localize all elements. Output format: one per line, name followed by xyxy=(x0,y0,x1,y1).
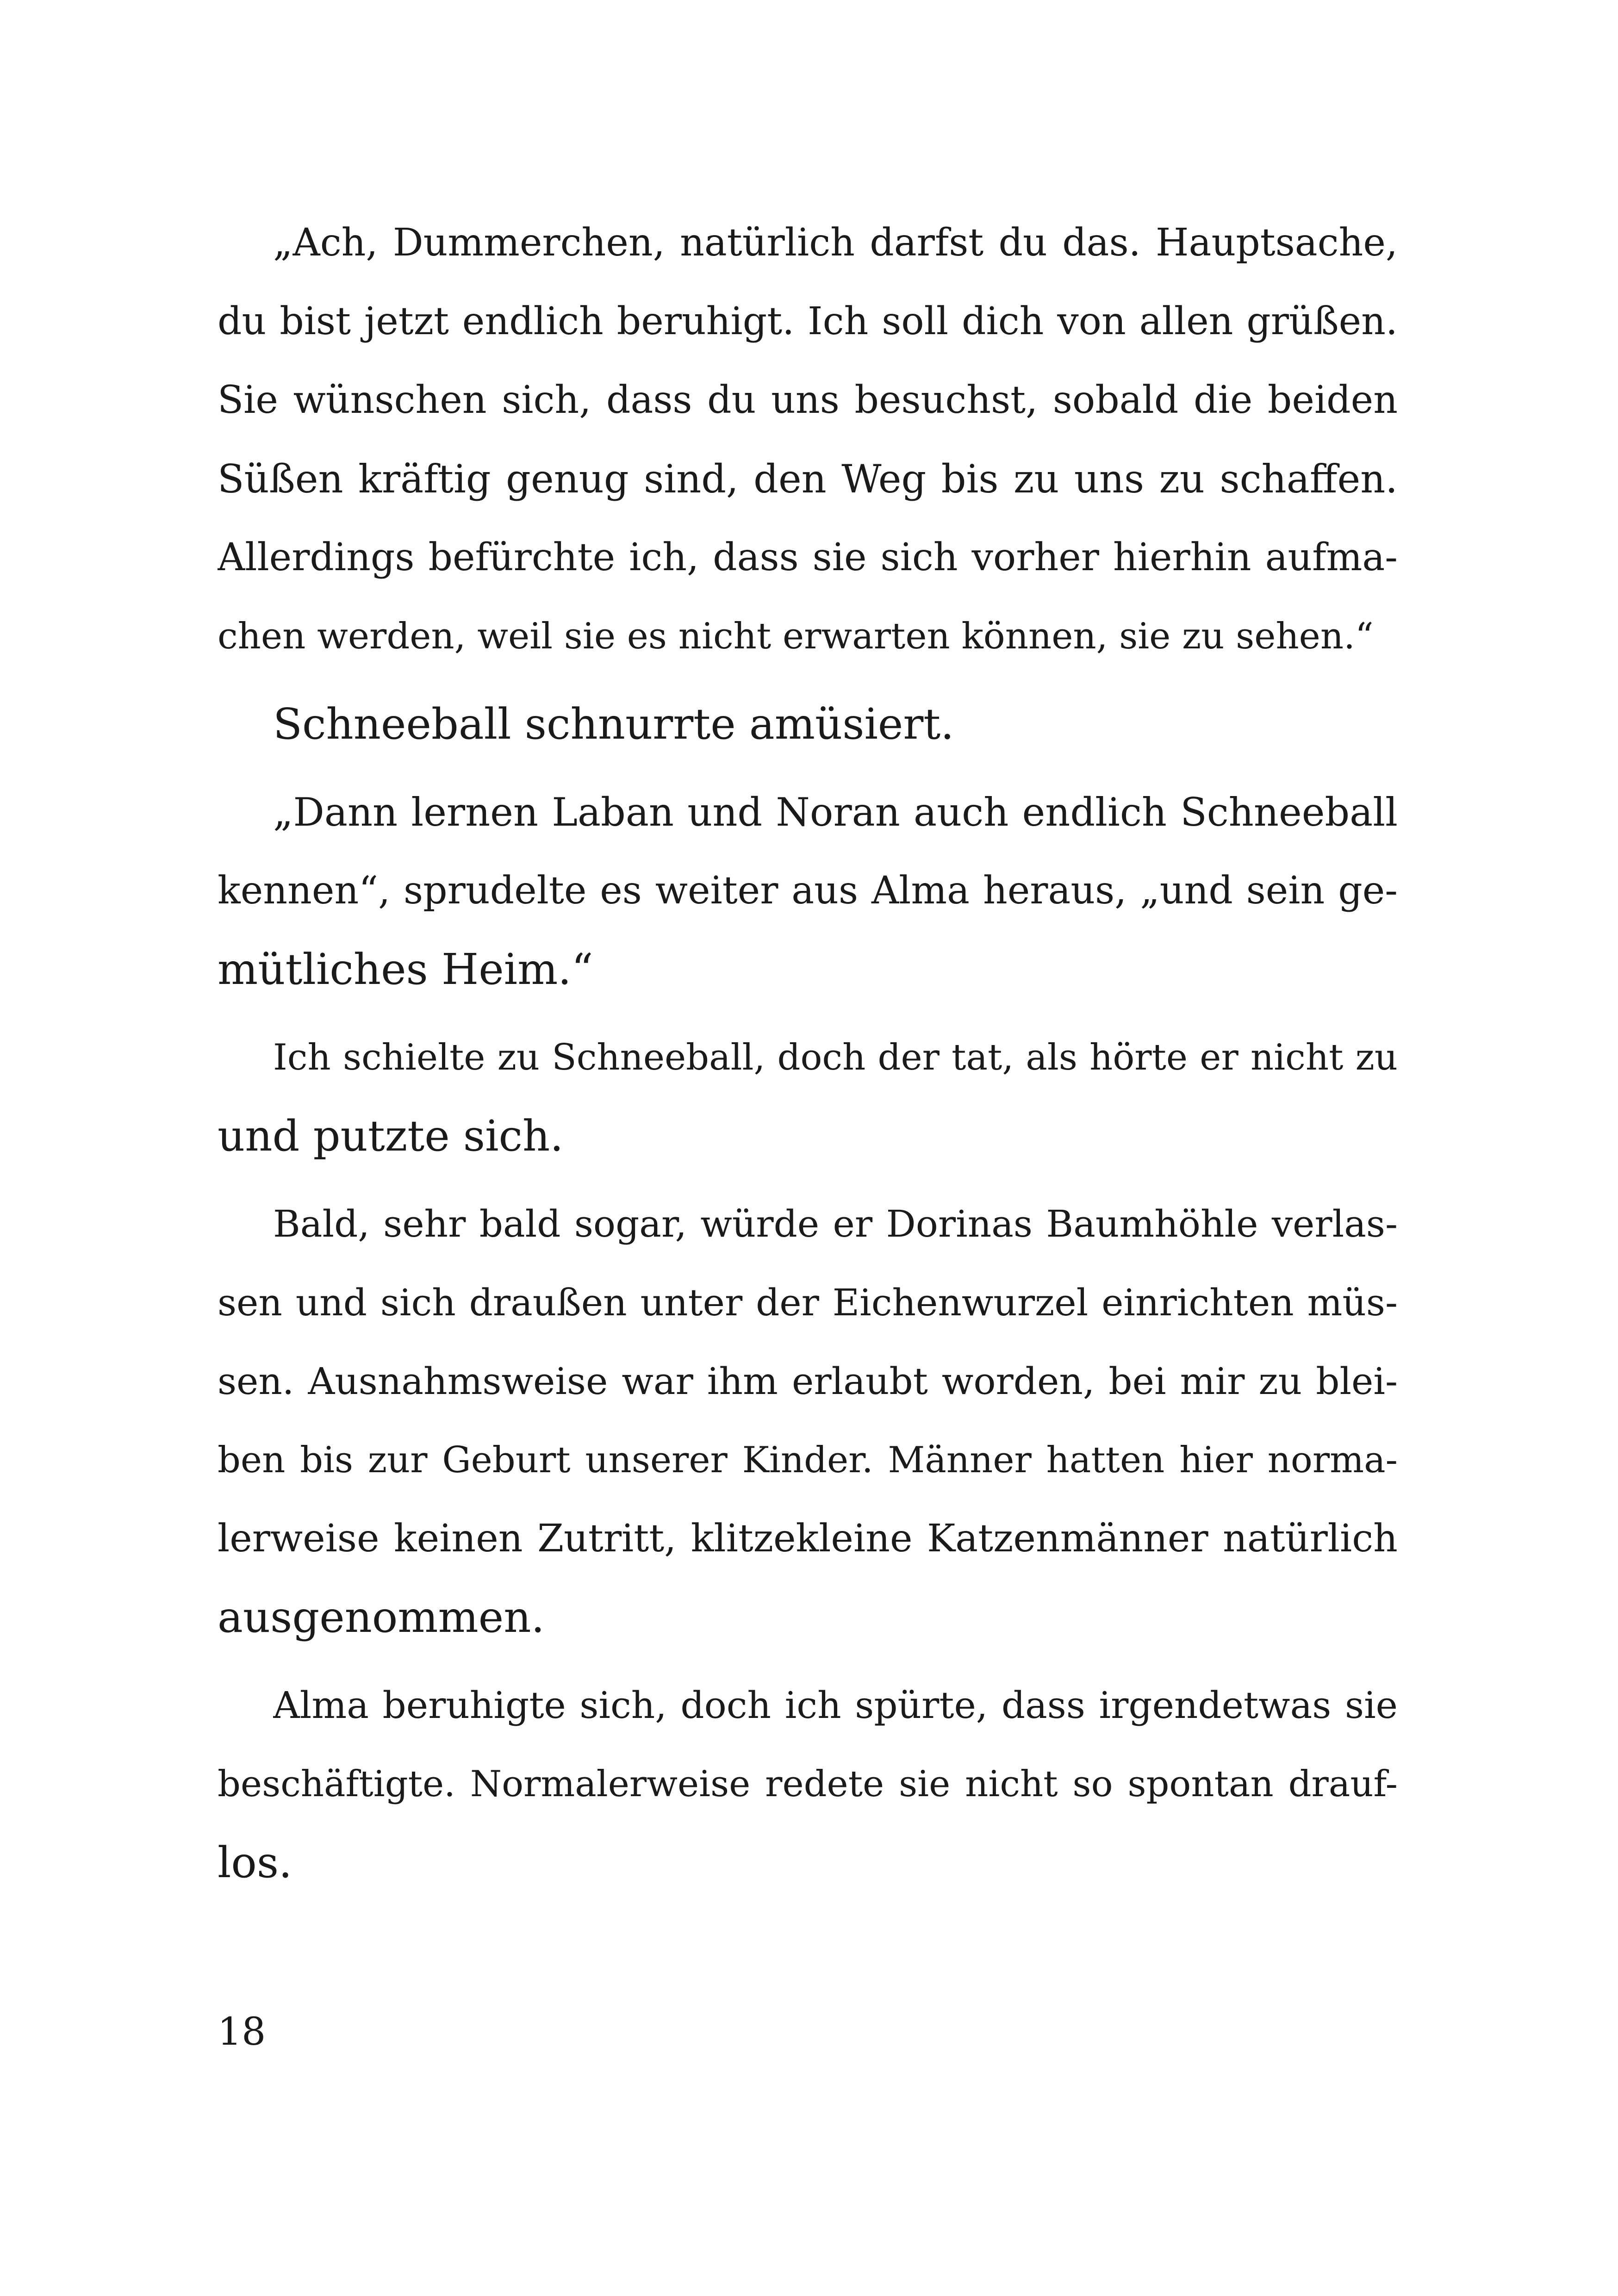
text-line: ausgenommen. xyxy=(218,1593,545,1642)
text-line: Sie wünschen sich, dass du uns besuchst, sobald die beiden xyxy=(218,378,1398,422)
text-line: chen werden, weil sie es nicht erwarten können, sie zu sehen.“ xyxy=(218,616,1374,657)
text-line: Schneeball schnurrte amüsiert. xyxy=(273,699,954,749)
text-line: ben bis zur Geburt unserer Kinder. Männer hatten hier norma- xyxy=(218,1439,1398,1481)
text-line: und putzte sich. xyxy=(218,1111,564,1161)
text-line: du bist jetzt endlich beruhigt. Ich soll dich von allen grüßen. xyxy=(218,299,1398,343)
text-line: Alma beruhigte sich, doch ich spürte, dass irgendetwas sie xyxy=(273,1684,1398,1727)
text-line: lerweise keinen Zutritt, klitzekleine Katzenmänner natürlich xyxy=(218,1517,1398,1561)
text-line: „Dann lernen Laban und Noran auch endlich Schneeball xyxy=(273,790,1398,835)
text-line: sen. Ausnahmsweise war ihm erlaubt worden, bei mir zu blei- xyxy=(218,1360,1398,1403)
page-number: 18 xyxy=(218,2010,266,2054)
text-line: Süßen kräftig genug sind, den Weg bis zu uns zu schaffen. xyxy=(218,456,1398,502)
text-line: Ich schielte zu Schneeball, doch der tat, als hörte er nicht zu xyxy=(273,1037,1398,1078)
text-line: Allerdings befürchte ich, dass sie sich vorher hierhin aufma- xyxy=(218,535,1398,579)
text-line: sen und sich draußen unter der Eichenwurzel einrichten müs- xyxy=(218,1281,1398,1324)
text-line: los. xyxy=(218,1838,292,1887)
text-line: beschäftigte. Normalerweise redete sie nicht so spontan drauf- xyxy=(218,1763,1398,1805)
text-line: mütliches Heim.“ xyxy=(218,945,593,994)
text-line: „Ach, Dummerchen, natürlich darfst du das. Hauptsache, xyxy=(273,221,1398,265)
text-line: Bald, sehr bald sogar, würde er Dorinas Baumhöhle verlas- xyxy=(273,1202,1398,1245)
text-line: kennen“, sprudelte es weiter aus Alma heraus, „und sein ge- xyxy=(218,869,1398,913)
